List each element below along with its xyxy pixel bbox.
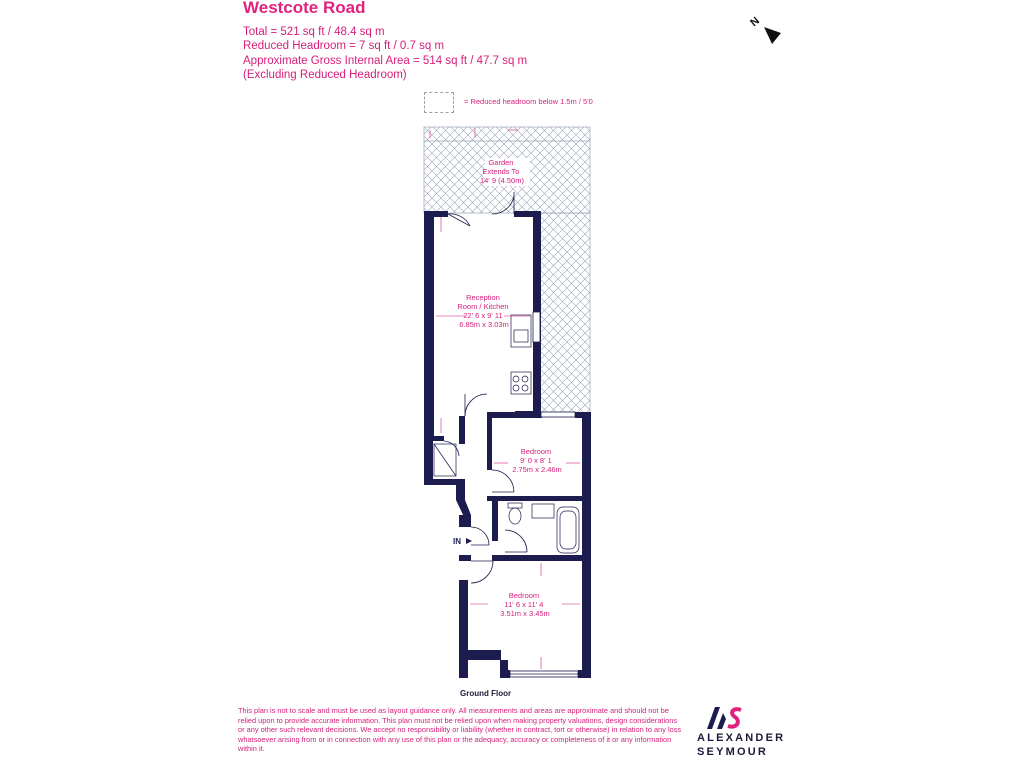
doors (444, 192, 527, 583)
reduced-headroom-area: Reduced Headroom = 7 sq ft / 0.7 sq m (243, 40, 445, 53)
entrance-arrow-icon (466, 538, 472, 544)
area-note: (Excluding Reduced Headroom) (243, 68, 407, 81)
brand-logo (697, 705, 807, 761)
floor-label: Ground Floor (460, 689, 512, 698)
monogram-icon (705, 705, 745, 731)
bedroom1-label: Bedroom 9' 0 x 8' 1 2.75m x 2.46m (512, 447, 562, 474)
brand-line1: ALEXANDER (697, 732, 786, 744)
entrance-label: IN (453, 537, 461, 546)
disclaimer: This plan is not to scale and must be used as layout guidance only. All measurements and areas are approximate and should not be relied upon to provide accurate information. This plan must not be relied upon when making property valuations, design considerations or any other such relevant decisions. We accept no responsibility or liability (whether in contract, tort or otherwise) in relation to any loss whatsoever arising from or in connection with any use of this plan or the adequacy, accuracy or completeness of it or any information within it. (238, 706, 682, 754)
total-area: Total = 521 sq ft / 48.4 sq m (243, 26, 385, 38)
reception-label: Reception Room / Kitchen 22' 6 x 9' 11 6.85m x 3.03m (457, 293, 509, 329)
compass-north: N (748, 14, 762, 30)
bedroom2-label: Bedroom 11' 6 x 11' 4 3.51m x 3.45m (500, 591, 550, 618)
legend-text: = Reduced headroom below 1.5m / 5'0 (464, 97, 593, 106)
garden-label: Garden Extends To 14' 9 (4.50m) (480, 158, 524, 185)
compass-icon (748, 15, 781, 44)
brand-line2: SEYMOUR (697, 746, 769, 758)
gross-internal-area: Approximate Gross Internal Area = 514 sq ft / 47.7 sq m (243, 54, 528, 67)
page-title: Westcote Road (243, 0, 366, 17)
